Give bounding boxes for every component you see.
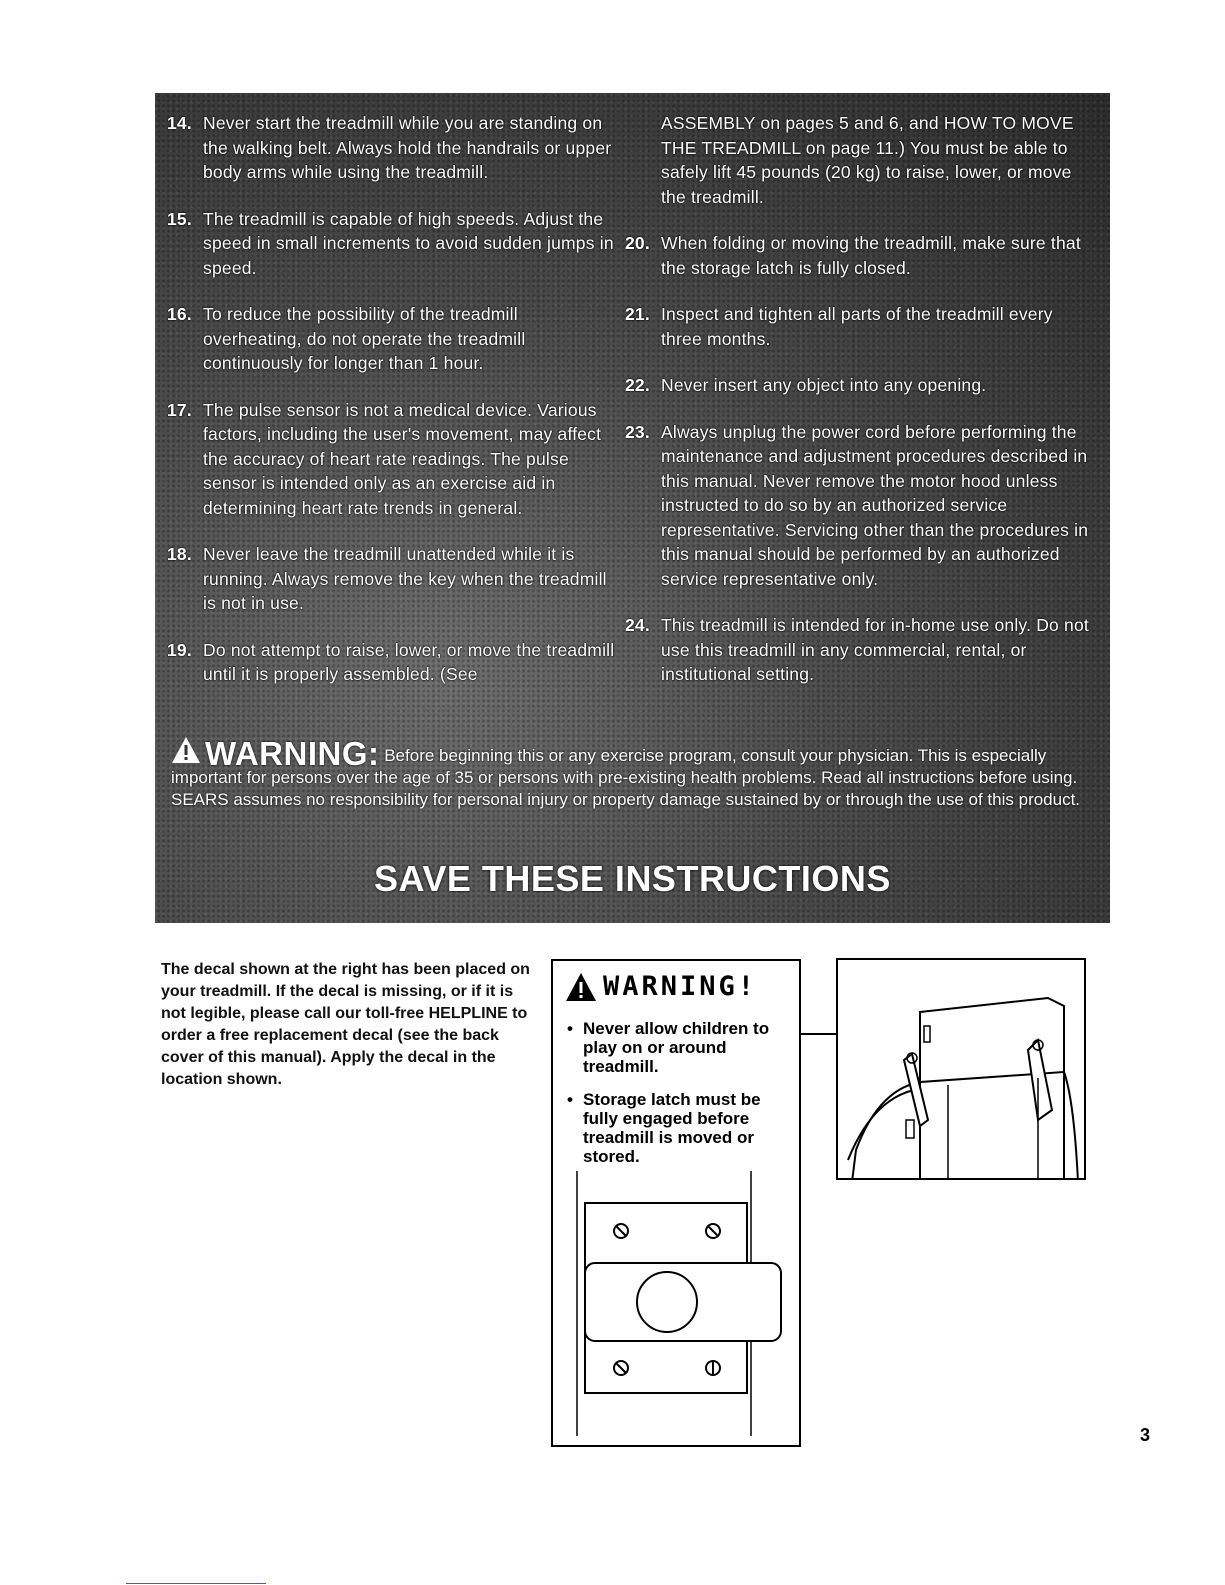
item-text: Never insert any object into any opening. [661,375,987,395]
safety-column-right [625,111,1095,709]
item-text: Never start the treadmill while you are standing on the walking belt. Always hold the handrails or upper body arms while using the treadmill. [203,113,612,182]
treadmill-illustration [836,958,1086,1180]
decal-bullet-list [565,1019,795,1180]
safety-item [167,207,617,281]
screw-icon [614,1224,628,1238]
safety-item [167,111,617,185]
item-number: 21. [625,304,650,324]
warning-notice [171,736,1096,811]
item-text: Do not attempt to raise, lower, or move the treadmill until it is properly assembled. (See [203,639,615,684]
item-text: The pulse sensor is not a medical device. Various factors, including the user's movement, may affect the accuracy of heart rate readings. The pulse sensor is intended only as an exercise aid in determining heart rate trends in general. [203,399,602,518]
item-text: ASSEMBLY on pages 5 and 6, and HOW TO MOVE THE TREADMILL on page 11.) You must be able to safely lift 45 pounds (20 kg) to raise, lower, or move the treadmill. [661,113,1074,207]
item-number: 18. [167,544,192,564]
item-text: Never leave the treadmill unattended while it is running. Always remove the key when the treadmill is not in use. [203,544,607,613]
screw-icon [706,1361,720,1375]
decal-bullet: • Storage latch must be fully engaged before treadmill is moved or stored. [565,1090,795,1166]
treadmill-drawing [838,960,1086,1180]
warning-decal [551,959,801,1447]
warning-text: Before beginning this or any exercise program, consult your physician. This is especially important for persons over the age of 35 or persons with pre-existing health problems. Read all instructions before using. SEARS assumes no responsibility for personal injury or property damage sustained by or through the use of this product. [171,746,1081,809]
decal-title: WARNING! [603,971,758,1002]
safety-item [625,420,1095,592]
safety-item [625,231,1095,280]
item-number: 19. [167,639,192,660]
decal-header [565,971,757,1002]
safety-item [625,373,1095,398]
warning-title: WARNING: [205,735,380,772]
safety-item [167,638,617,687]
item-number: 14. [167,113,192,133]
item-number: 15. [167,208,192,229]
decal-bullet: • Never allow children to play on or around treadmill. [565,1019,795,1076]
item-number: 24. [625,615,650,635]
item-text: To reduce the possibility of the treadmill overheating, do not operate the treadmill continuously for longer than 1 hour. [203,304,526,373]
safety-item [167,398,617,521]
screw-icon [614,1361,628,1375]
safety-item [625,302,1095,351]
footer-rule [126,1583,266,1584]
item-text: When folding or moving the treadmill, make sure that the storage latch is fully closed. [661,233,1081,278]
save-instructions-heading: SAVE THESE INSTRUCTIONS [374,858,891,899]
safety-column-left [167,111,617,709]
decal-intro-paragraph: The decal shown at the right has been placed on your treadmill. If the decal is missing, or if it is not legible, please call our toll-free HELPLINE to order a free replacement decal (see the back cover of this manual). Apply the decal in the location shown. [161,961,530,1088]
item-text: This treadmill is intended for in-home use only. Do not use this treadmill in any commercial, rental, or institutional setting. [661,615,1089,684]
safety-item [625,613,1095,687]
item-number: 20. [625,233,650,253]
warning-triangle-icon [565,972,597,1002]
screw-icon [706,1224,720,1238]
item-number: 17. [167,399,192,420]
item-text: Inspect and tighten all parts of the treadmill every three months. [661,304,1053,349]
warning-triangle-icon [171,736,201,764]
item-number: 22. [625,375,650,395]
item-text: The treadmill is capable of high speeds. Adjust the speed in small increments to avoid sudden jumps in speed. [203,208,614,278]
storage-latch-illustration [573,1171,783,1441]
item-number: 23. [625,421,650,442]
safety-item-continuation [625,111,1095,209]
safety-item [167,302,617,376]
safety-item [167,542,617,616]
item-text: Always unplug the power cord before performing the maintenance and adjustment procedures described in this manual. Never remove the motor hood unless instructed to do so by an authorized service representative. Servicing other than the procedures in this manual should be performed by an authorized service representative only. [661,421,1089,589]
item-number: 16. [167,304,192,324]
page-number: 3 [1140,1425,1151,1445]
safety-panel [155,93,1110,923]
